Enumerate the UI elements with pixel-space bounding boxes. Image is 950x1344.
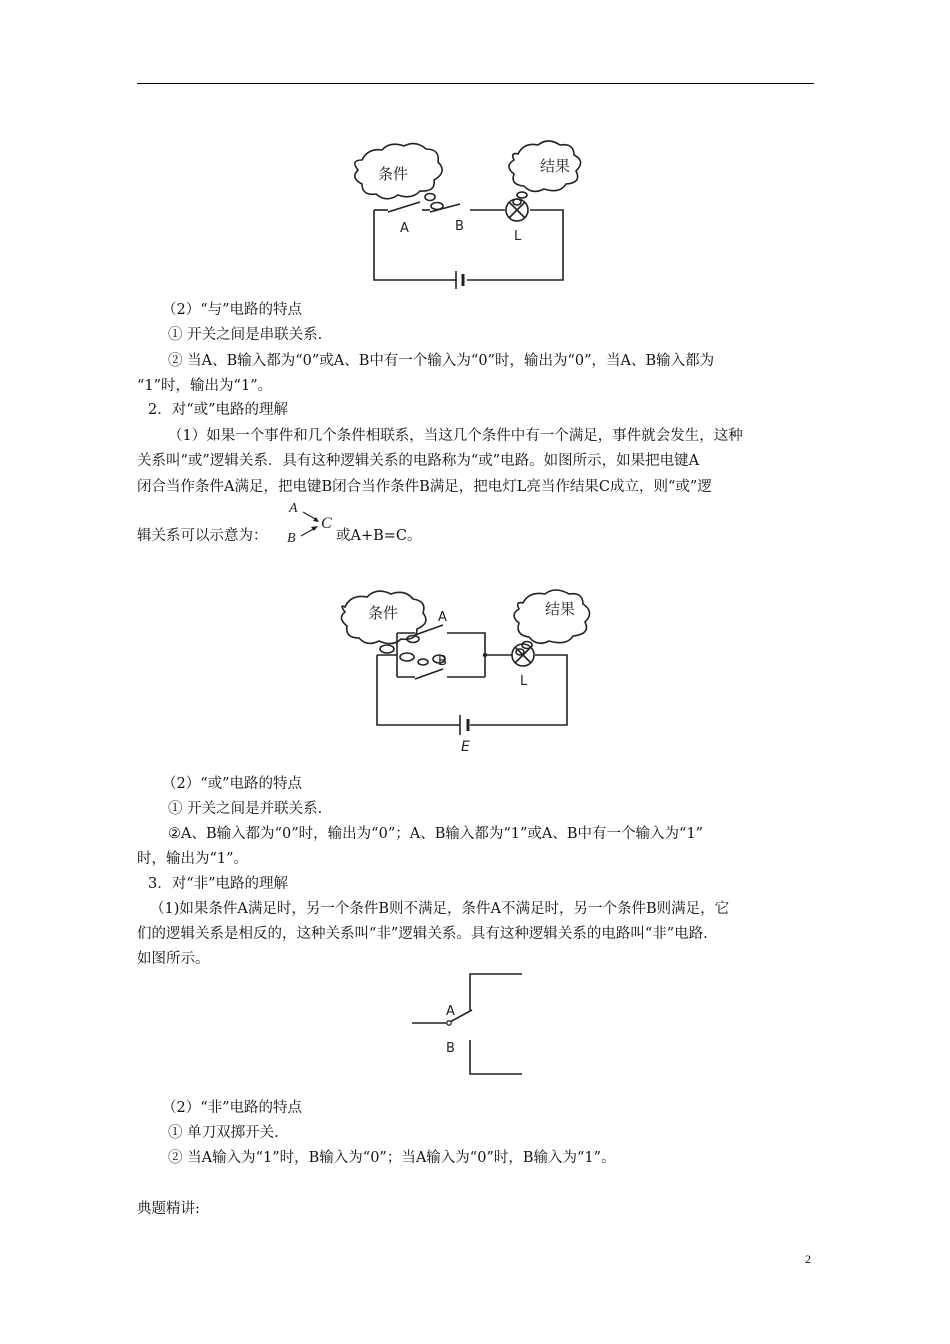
- switch-a-label: A: [446, 1004, 455, 1019]
- or-relation-c: C: [321, 515, 332, 532]
- switch-a: [415, 625, 443, 635]
- or-paragraph-line-4-prefix: 辑关系可以示意为：: [137, 528, 268, 544]
- or-features-title: （2）“或”电路的特点: [162, 776, 303, 792]
- or-paragraph-line-3: 闭合当作条件A满足，把电键B闭合当作条件B满足，把电灯L亮当作结果C成立，则“或”逻: [137, 479, 712, 495]
- condition-bubble-dot: [425, 194, 435, 201]
- switch-b-label: B: [446, 1041, 455, 1056]
- not-circuit-figure: [410, 970, 530, 1080]
- or-feature-1: ① 开关之间是并联关系.: [168, 801, 323, 817]
- and-feature-2b: “1”时，输出为“1”。: [137, 378, 273, 394]
- and-feature-2a: ② 当A、B输入都为“0”或A、B中有一个输入为“0”时，输出为“0”，当A、B输入都为: [168, 353, 715, 369]
- condition-bubble-dot: [380, 645, 394, 653]
- battery-label: E: [461, 739, 470, 755]
- switch-pivot: [447, 1021, 451, 1025]
- or-paragraph-line-4-suffix: 或A+B=C。: [336, 528, 422, 544]
- or-switch-dot: [400, 653, 414, 661]
- result-bubble-label: 结果: [540, 157, 571, 175]
- switch-a: [388, 202, 420, 212]
- page-number: 2: [805, 1252, 811, 1266]
- junction-dot: [483, 653, 487, 657]
- circuit-wire: [377, 655, 460, 725]
- condition-bubble-label: 条件: [378, 165, 409, 183]
- switch-b-label: B: [438, 654, 447, 669]
- and-circuit-figure: [350, 140, 600, 290]
- not-paragraph-line-3: 如图所示。: [137, 951, 210, 967]
- examples-heading: 典题精讲:: [137, 1201, 200, 1217]
- not-feature-2: ② 当A输入为“1”时，B输入为“0”；当A输入为“0”时，B输入为“1”。: [168, 1150, 616, 1166]
- not-paragraph-line-1: （1)如果条件A满足时，另一个条件B则不满足，条件A不满足时，另一个条件B则满足，它: [150, 901, 730, 917]
- or-relation-diagram: [283, 498, 335, 548]
- not-paragraph-line-2: 们的逻辑关系是相反的，这种关系叫“非”逻辑关系。具有这种逻辑关系的电路叫“非”电路.: [137, 926, 708, 942]
- circuit-wire: [470, 974, 522, 1010]
- or-relation-b: B: [287, 531, 296, 546]
- header-rule: [137, 83, 814, 84]
- and-features-title: （2）“与”电路的特点: [162, 302, 303, 318]
- or-feature-2a: ②A、B输入都为“0”时，输出为“0”；A、B输入都为“1”或A、B中有一个输入为“1”: [168, 826, 704, 842]
- circuit-wire: [374, 210, 456, 280]
- switch-b: [415, 669, 443, 679]
- result-bubble-label: 结果: [545, 600, 576, 618]
- result-bubble-dot: [517, 192, 527, 198]
- not-features-title: （2）“非”电路的特点: [162, 1100, 303, 1116]
- switch-a-label: A: [400, 221, 409, 236]
- and-feature-1: ① 开关之间是串联关系.: [168, 327, 323, 343]
- switch-a-label: A: [438, 610, 447, 625]
- or-feature-2b: 时，输出为“1”。: [137, 851, 249, 867]
- or-section-title: 2．对“或”电路的理解: [148, 402, 289, 418]
- switch-b: [430, 204, 460, 212]
- or-switch-dot: [418, 659, 428, 665]
- switch-b-label: B: [455, 219, 464, 234]
- not-feature-1: ① 单刀双掷开关.: [168, 1125, 279, 1141]
- or-paragraph-line-2: 关系叫“或”逻辑关系．具有这种逻辑关系的电路称为“或”电路。如图所示，如果把电键A: [137, 453, 700, 469]
- lamp-label: L: [520, 674, 528, 689]
- or-paragraph-line-1: （1）如果一个事件和几个条件相联系，当这几个条件中有一个满足，事件就会发生，这种: [168, 428, 743, 444]
- lamp-label: L: [514, 229, 522, 244]
- circuit-wire: [470, 1040, 522, 1074]
- not-section-title: 3．对“非”电路的理解: [148, 876, 289, 892]
- circuit-wire: [447, 633, 485, 677]
- condition-bubble-label: 条件: [368, 604, 399, 622]
- or-circuit-figure: [335, 585, 615, 755]
- or-relation-a: A: [289, 501, 298, 516]
